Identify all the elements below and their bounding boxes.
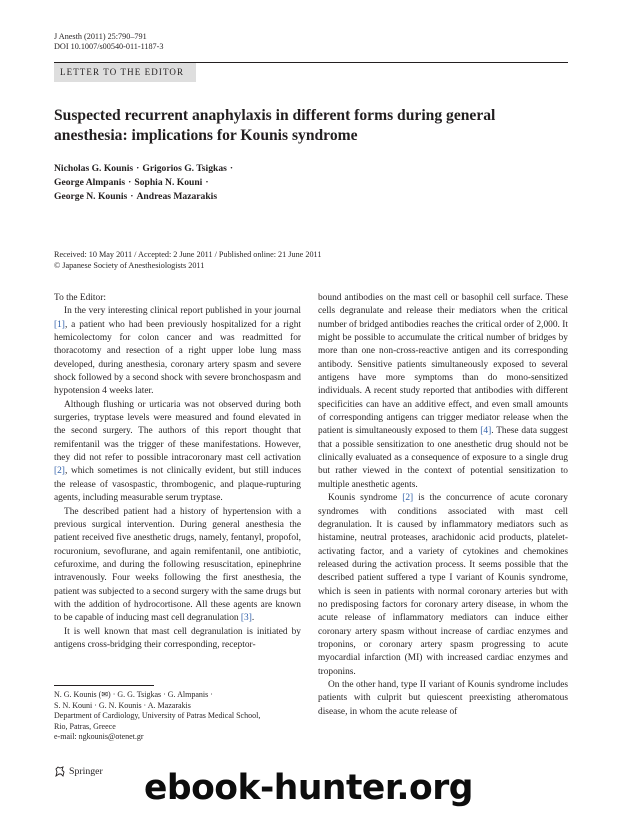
text-run: , which sometimes is not clinically evident, but still induces the release of vasospastic, thrombogenic, and plaque-rupturing agents, including measurable serum tryptase. <box>54 466 301 504</box>
text-run: In the very interesting clinical report published in your journal <box>64 306 301 317</box>
affiliation: Rio, Patras, Greece <box>54 721 116 731</box>
citation-link[interactable]: [4] <box>480 426 492 437</box>
citation-link[interactable]: [1] <box>54 319 65 330</box>
paragraph <box>54 305 301 398</box>
text-run: Kounis syndrome <box>328 493 403 504</box>
paragraph <box>54 506 301 626</box>
journal-reference: J Anesth (2011) 25:790–791 <box>54 32 147 41</box>
text-run: . These data suggest that a possible sensitization to one anesthetic drug should not be clinically evaluated as a consequence of exposure to a single drug but rather viewed in the context of potential sensitization to multiple anesthetic agents. <box>318 426 568 490</box>
footnote-authors: N. G. Kounis (✉) · G. G. Tsigkas · G. Almpanis · <box>54 690 213 699</box>
citation-link[interactable]: [2] <box>402 493 414 504</box>
author-name: Sophia N. Kouni <box>134 177 203 189</box>
salutation: To the Editor: <box>54 293 106 303</box>
email[interactable]: e-mail: ngkounis@otenet.gr <box>54 732 144 742</box>
author-list <box>54 162 354 205</box>
copyright: © Japanese Society of Anesthesiologists 2011 <box>54 261 205 270</box>
text-run: Although flushing or urticaria was not observed during both surgeries, tryptase levels were measured and found elevated in the second surgery. The authors of this report thought that remifentanil was the trigger of these manifestations. However, they did not refer to possible intracoronary mast cell activation <box>54 399 301 464</box>
author-name: George N. Kounis <box>54 191 128 203</box>
section-label: LETTER TO THE EDITOR <box>54 63 196 82</box>
affiliation: Department of Cardiology, University of Patras Medical School, <box>54 711 261 721</box>
paragraph <box>318 292 568 492</box>
received-dates: Received: 10 May 2011 / Accepted: 2 June 2011 / Published online: 21 June 2011 <box>54 250 322 259</box>
author-name: Nicholas G. Kounis <box>54 163 134 174</box>
footnote-rule <box>54 685 154 686</box>
springer-horse-icon <box>54 766 66 777</box>
doi: DOI 10.1007/s00540-011-1187-3 <box>54 42 164 51</box>
author-separator: · <box>130 191 134 203</box>
paragraph <box>54 399 301 506</box>
text-run: , a patient who had been previously hospitalized for a right hemicolectomy for colon cancer and was readmitted for thoracotomy and resection of a right upper lobe lung mass developed, during anesthesia, coronary artery spasm and severe shock followed by a second shock with severe bronchospasm and hypotension 4 weeks later. <box>54 319 301 397</box>
text-run: bound antibodies on the mast cell or basophil cell surface. These cells degranulate and release their mediators when the critical number of bridged antibodies reaches the critical order of 2,000. It might be possible to accumulate the critical number of bridges by more than one non-cross-reactive antigen and its corresponding antibody. Sensitive patients simultaneously exposed to several antigens have more symptoms than do mono-sensitized individuals. A recent study reported that antibodies with different specificities can have an additive effect, and even small amounts of corresponding antigens can trigger mediator release when the patient is simultaneously exposed to them <box>318 293 568 437</box>
footnote-authors: S. N. Kouni · G. N. Kounis · A. Mazarakis <box>54 700 191 710</box>
text-run: . <box>251 613 255 624</box>
author-name: Grigorios G. Tsigkas <box>142 163 227 174</box>
citation-link[interactable]: [2] <box>54 466 65 477</box>
paragraph: It is well known that mast cell degranulation is initiated by antigens cross-bridging their corresponding, receptor- <box>54 626 301 650</box>
author-separator: · <box>128 177 132 189</box>
author-row <box>54 162 354 176</box>
author-separator: · <box>229 163 234 174</box>
body-column-left <box>54 292 301 652</box>
author-row <box>54 190 354 204</box>
article-title: Suspected recurrent anaphylaxis in different forms during general anesthesia: implications for Kounis syndrome <box>54 107 496 144</box>
text-run: The described patient had a history of hypertension with a previous surgical intervention. During general anesthesia the patient received five anesthetic drugs, namely, fentanyl, propofol, rocuronium, sevoflurane, and again remifentanil, one antibiotic, cefuroxime, and during the following resuscitation, epinephrine intravenously. Four weeks following the first anesthesia, the patient was subjected to a second surgery with the same drugs but with the addition of hydrocortisone. All these agents are known to be capable of inducing mast cell degranulation <box>54 506 301 624</box>
author-separator: · <box>136 163 140 174</box>
watermark: ebook-hunter.org <box>144 768 473 808</box>
body-column-right <box>318 292 568 719</box>
paragraph <box>318 492 568 679</box>
author-row <box>54 176 354 190</box>
publisher-name: Springer <box>69 766 103 777</box>
paragraph: On the other hand, type II variant of Kounis syndrome includes patients with culprit but quiescent preexisting atheromatous disease, in whom the acute release of <box>318 679 568 717</box>
publisher-logo <box>54 766 103 777</box>
author-name: Andreas Mazarakis <box>136 191 218 203</box>
affiliation-footnote <box>54 690 304 743</box>
author-separator: · <box>205 177 209 189</box>
citation-link[interactable]: [3] <box>240 613 252 624</box>
text-run: is the concurrence of acute coronary syndromes with conditions associated with mast cell degranulation. It is caused by inflammatory mediators such as histamine, neutral proteases, arachidonic acid products, platelet-activating factor, and a variety of cytokines and chemokines released during the activation process. It seems possible that the described patient suffered a type I variant of Kounis syndrome, which is seen in patients with normal coronary arteries but with no predisposing factors for coronary artery disease, in whom the acute release of inflammatory mediators can induce either coronary artery spasm without increase of cardiac enzymes and troponins, or coronary artery spasm progressing to acute myocardial infarction (MI) with increased cardiac enzymes and troponins. <box>318 493 568 677</box>
author-name: George Almpanis <box>54 177 126 189</box>
